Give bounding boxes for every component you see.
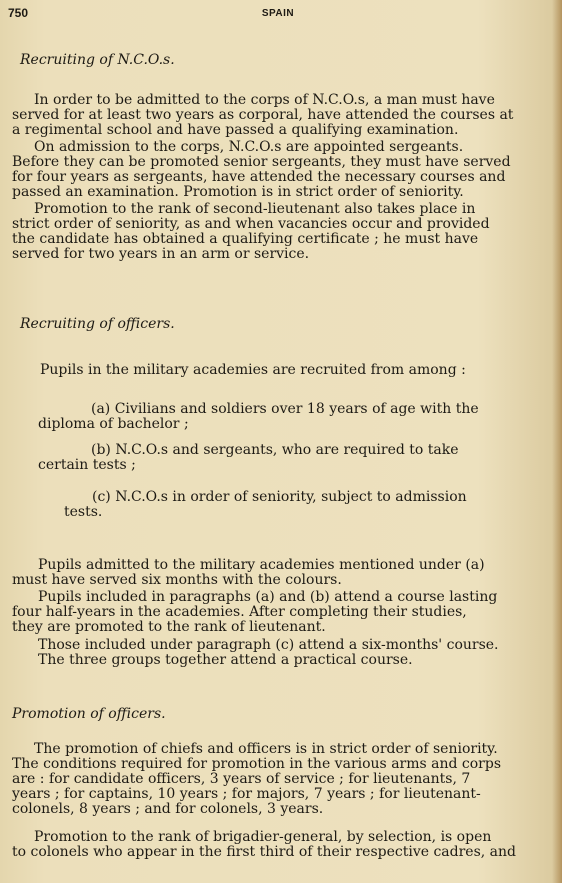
paragraph	[12, 140, 550, 200]
text-line: (c) N.C.O.s in order of seniority, subject to admission	[92, 489, 467, 505]
text-line: are : for candidate officers, 3 years of service ; for lieutenants, 7	[12, 771, 471, 787]
paragraph	[12, 93, 550, 138]
text-line: served for at least two years as corporal, have attended the courses at	[12, 107, 514, 123]
list-item-b	[38, 443, 550, 473]
paragraph	[12, 558, 550, 588]
text-line: Promotion to the rank of second-lieutenant also takes place in	[34, 201, 476, 217]
paragraph	[12, 638, 550, 668]
paragraph	[12, 830, 550, 860]
paragraph	[12, 202, 550, 262]
text-line: Pupils admitted to the military academies mentioned under (a)	[38, 557, 485, 573]
text-line: for four years as sergeants, have attended the necessary courses and	[12, 169, 506, 185]
text-line: colonels, 8 years ; and for colonels, 3 years.	[12, 801, 324, 817]
text-line: The conditions required for promotion in the various arms and corps	[12, 756, 502, 772]
text-line: they are promoted to the rank of lieutenant.	[12, 619, 326, 635]
paragraph	[12, 590, 550, 635]
text-line: In order to be admitted to the corps of N.C.O.s, a man must have	[34, 92, 495, 108]
text-line: the candidate has obtained a qualifying certificate ; he must have	[12, 231, 479, 247]
page-header	[8, 6, 548, 24]
text-line: must have served six months with the colours.	[12, 572, 342, 588]
text-line: Pupils in the military academies are recruited from among :	[40, 362, 466, 378]
text-line: diploma of bachelor ;	[38, 416, 189, 432]
text-line: (a) Civilians and soldiers over 18 years of age with the	[91, 401, 479, 417]
text-line: certain tests ;	[38, 457, 136, 473]
text-line: strict order of seniority, as and when vacancies occur and provided	[12, 216, 490, 232]
text-line: four half-years in the academies. After completing their studies,	[12, 604, 467, 620]
text-line: passed an examination. Promotion is in strict order of seniority.	[12, 184, 464, 200]
page-number: 750	[8, 6, 29, 20]
page-edge-shadow	[552, 0, 562, 883]
text-line: served for two years in an arm or service.	[12, 246, 310, 262]
text-line: Those included under paragraph (c) attend a six-months' course.	[38, 637, 499, 653]
section-heading-promotion: Promotion of officers.	[12, 706, 166, 722]
text-line: Pupils included in paragraphs (a) and (b) attend a course lasting	[38, 589, 498, 605]
text-line: (b) N.C.O.s and sergeants, who are required to take	[91, 442, 459, 458]
section-heading-officers: Recruiting of officers.	[20, 316, 175, 332]
text-line: On admission to the corps, N.C.O.s are appointed sergeants.	[34, 139, 464, 155]
list-item-c	[64, 490, 550, 520]
text-line: years ; for captains, 10 years ; for majors, 7 years ; for lieutenant-	[12, 786, 481, 802]
text-line: Promotion to the rank of brigadier-general, by selection, is open	[34, 829, 492, 845]
paragraph	[12, 742, 550, 817]
running-head: SPAIN	[261, 8, 295, 19]
text-line: Before they can be promoted senior sergeants, they must have served	[12, 154, 511, 170]
text-line: to colonels who appear in the first third of their respective cadres, and	[12, 844, 516, 860]
text-line: The promotion of chiefs and officers is in strict order of seniority.	[34, 741, 498, 757]
paragraph	[40, 363, 550, 378]
text-line: tests.	[64, 504, 103, 520]
list-item-a	[38, 402, 550, 432]
section-heading-nco: Recruiting of N.C.O.s.	[20, 52, 175, 68]
text-line: The three groups together attend a practical course.	[38, 652, 413, 668]
text-line: a regimental school and have passed a qualifying examination.	[12, 122, 459, 138]
